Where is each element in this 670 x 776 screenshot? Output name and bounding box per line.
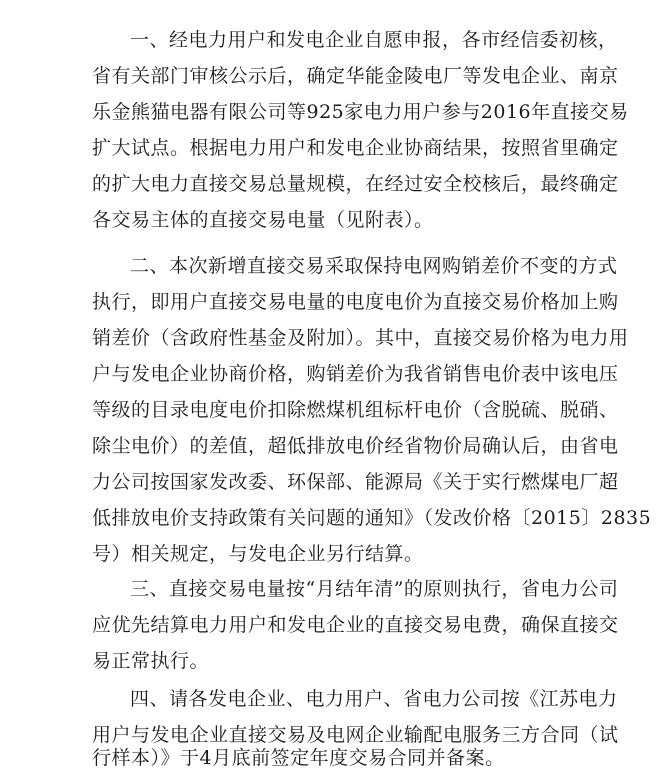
paragraph-1-line-2: 省有关部门审核公示后，确定华能金陵电厂等发电企业、南京	[92, 65, 619, 87]
paragraph-2-line-7: 力公司按国家发改委、环保部、能源局《关于实行燃煤电厂超	[92, 471, 619, 493]
paragraph-1-line-3: 乐金熊猫电器有限公司等925家电力用户参与2016年直接交易	[92, 101, 629, 123]
paragraph-1-line-1: 一、经电力用户和发电企业自愿申报，各市经信委初核，	[130, 29, 618, 51]
paragraph-3-line-2: 应优先结算电力用户和发电企业的直接交易电费，确保直接交	[92, 614, 619, 636]
paragraph-4-line-1: 四、请各发电企业、电力用户、省电力公司按《江苏电力	[130, 688, 618, 710]
paragraph-2-line-2: 执行，即用户直接交易电量的电度电价为直接交易价格加上购	[92, 291, 619, 313]
paragraph-2-line-3: 销差价（含政府性基金及附加）。其中，直接交易价格为电力用	[92, 327, 629, 349]
paragraph-2-line-1: 二、本次新增直接交易采取保持电网购销差价不变的方式	[130, 255, 618, 277]
paragraph-4-line-3: 行样本）》于4月底前签定年度交易合同并备案。	[92, 747, 505, 769]
paragraph-2-line-5: 等级的目录电度电价扣除燃煤机组标杆电价（含脱硫、脱硝、	[92, 399, 619, 421]
paragraph-2-line-9: 号）相关规定，与发电企业另行结算。	[92, 543, 424, 565]
paragraph-3-line-1: 三、直接交易电量按“月结年清”的原则执行，省电力公司	[130, 578, 619, 600]
paragraph-1-line-4: 扩大试点。根据电力用户和发电企业协商结果，按照省里确定	[92, 137, 619, 159]
paragraph-1-line-5: 的扩大电力直接交易总量规模，在经过安全校核后，最终确定	[92, 173, 619, 195]
paragraph-2-line-8: 低排放电价支持政策有关问题的通知》（发改价格〔2015〕2835	[92, 507, 652, 529]
paragraph-1-line-6: 各交易主体的直接交易电量（见附表）。	[92, 209, 434, 231]
paragraph-2-line-4: 户与发电企业协商价格，购销差价为我省销售电价表中该电压	[92, 363, 619, 385]
paragraph-3-line-3: 易正常执行。	[92, 650, 210, 672]
paragraph-4-line-2: 用户与发电企业直接交易及电网企业输配电服务三方合同（试	[92, 724, 619, 746]
paragraph-2-line-6: 除尘电价）的差值，超低排放电价经省物价局确认后，由省电	[92, 435, 619, 457]
